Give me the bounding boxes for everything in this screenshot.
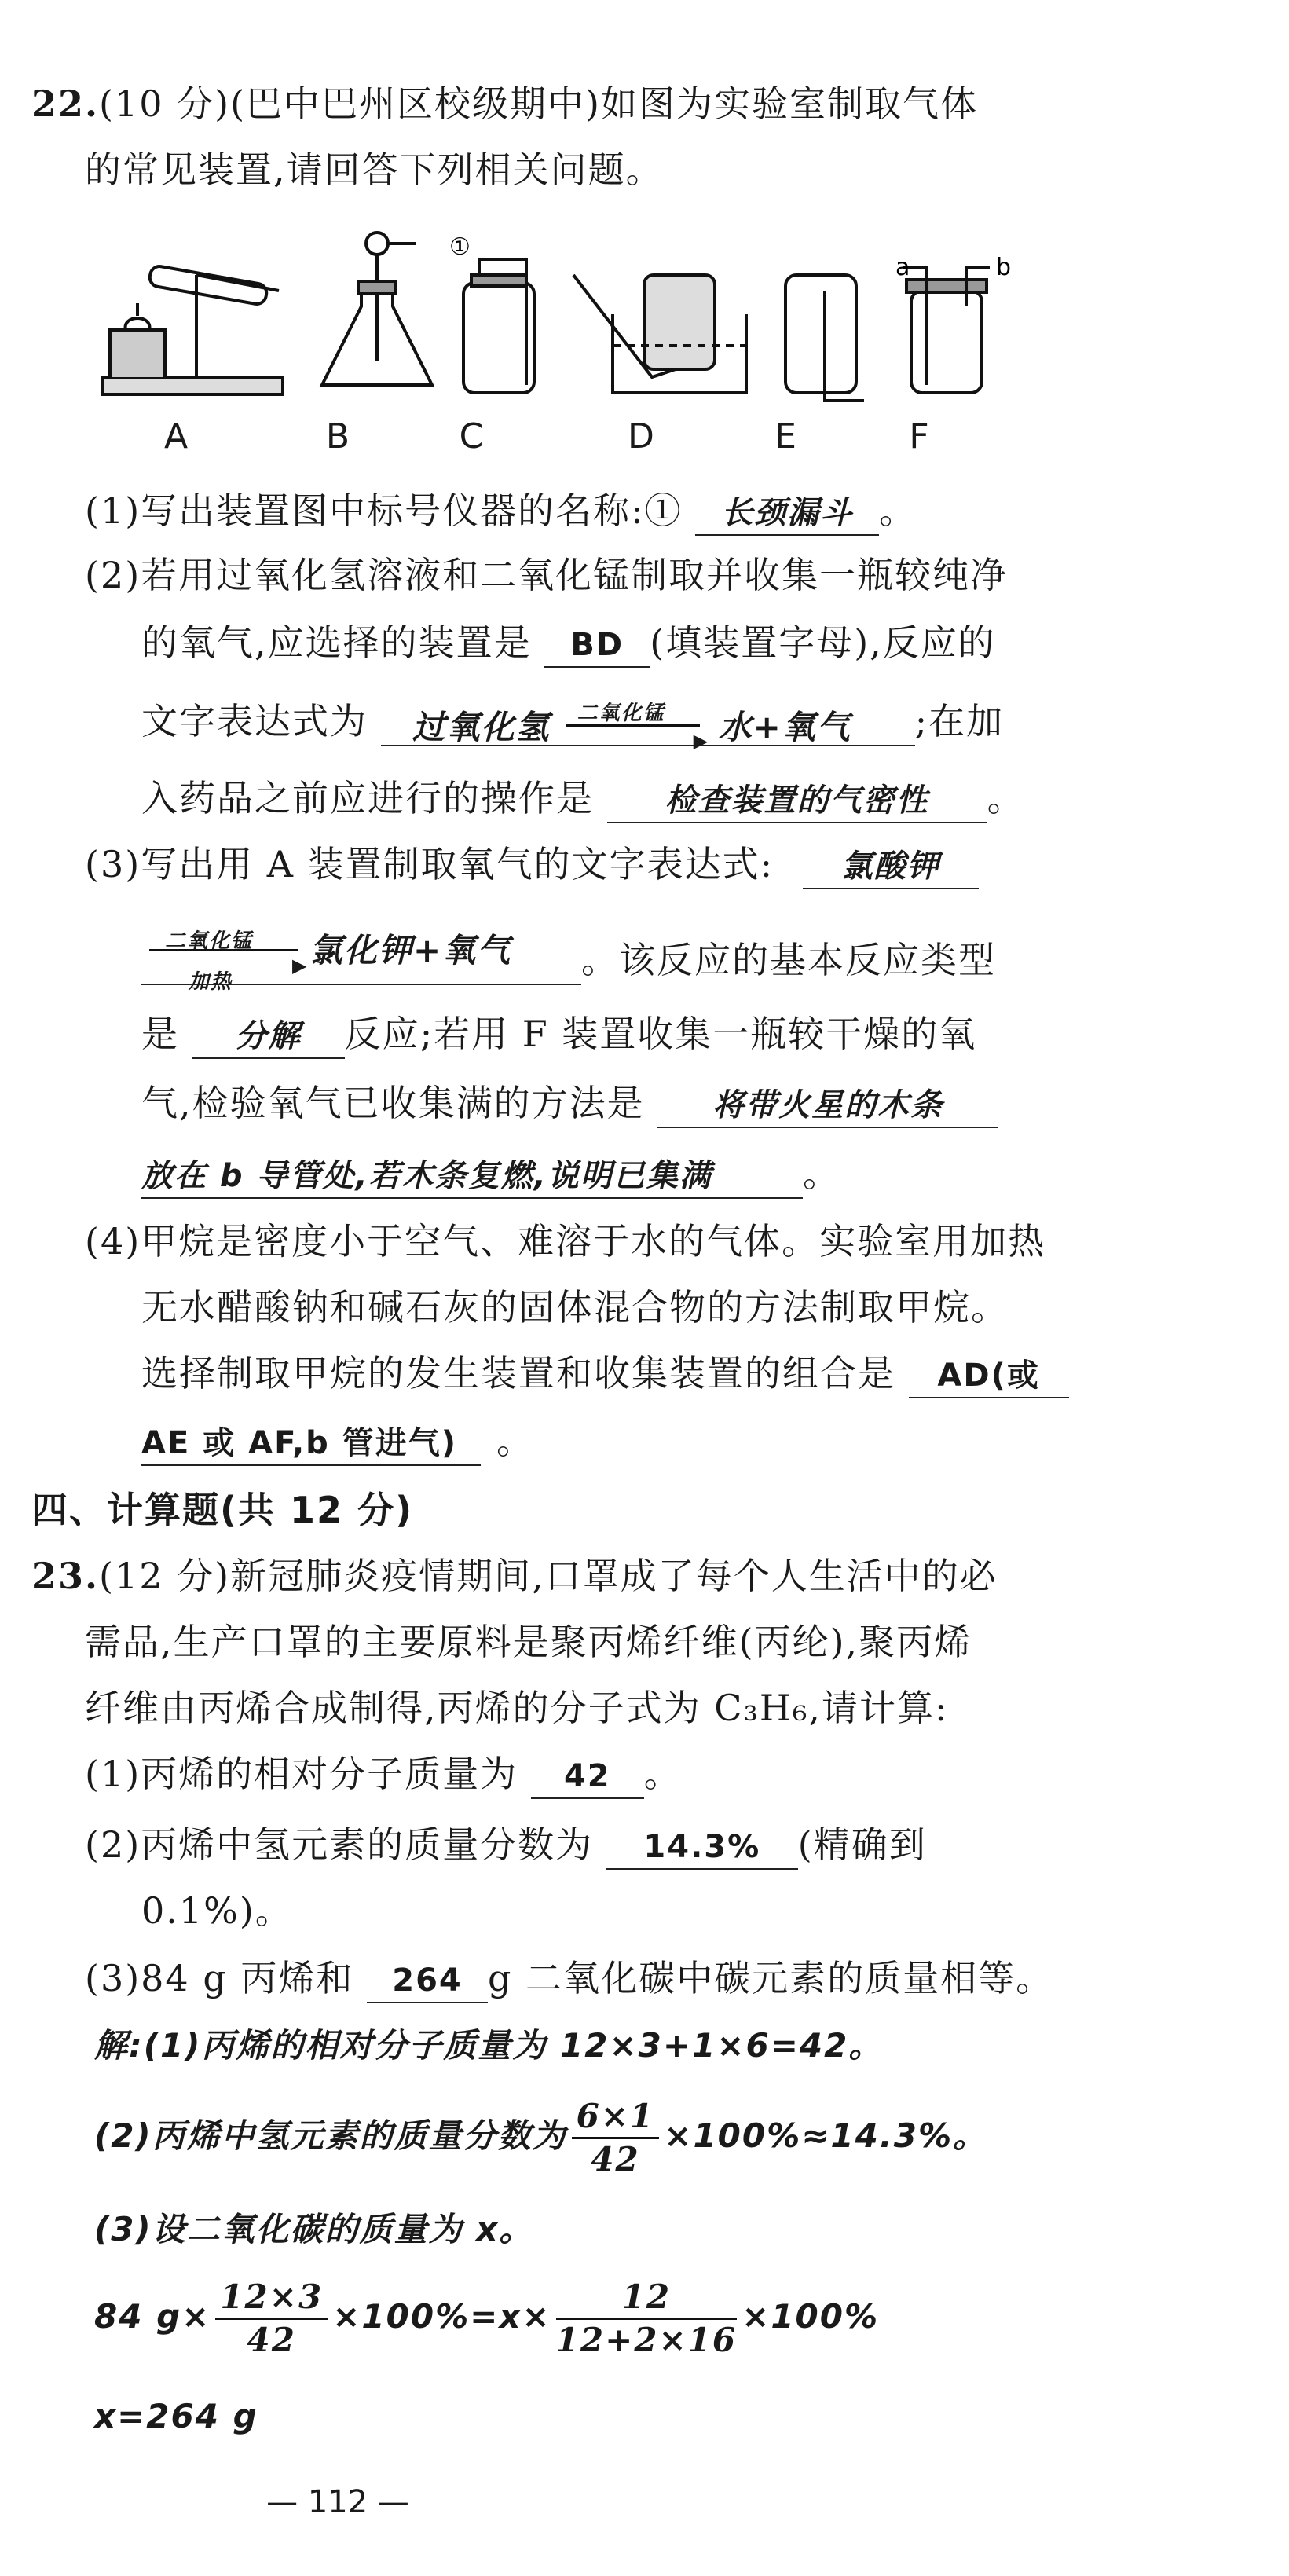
q22-part3-end: 。 — [803, 1152, 840, 1195]
q22-part1 — [85, 486, 917, 536]
q23-part3-text-b: g 二氧化碳中碳元素的质量相等。 — [488, 1957, 1054, 1999]
q22-part3-text: (3)写出用 A 装置制取氧气的文字表达式: — [85, 843, 774, 885]
eq-condition-mno2: 二氧化锰 — [577, 702, 665, 725]
q22-intro-text1: (10 分)(巴中巴州区校级期中)如图为实验室制取气体 — [99, 82, 978, 125]
q22-part3-text-d: 气,检验氧气已收集满的方法是 — [141, 1082, 645, 1124]
q22-part3-line5 — [141, 1149, 840, 1199]
solution2-result: ×100%≈14.3%。 — [664, 2116, 988, 2155]
apparatus-a-drawing — [102, 265, 283, 394]
q22-part2-text-c: ;在加 — [914, 700, 1005, 742]
q22-part2-line3 — [141, 696, 1005, 752]
eq-left-h2o2: 过氧化氢 — [412, 708, 551, 746]
q23-part3 — [85, 1953, 1053, 2003]
q22-part4-text: 选择制取甲烷的发生装置和收集装置的组合是 — [141, 1352, 895, 1394]
q22-intro-line2: 的常见装置,请回答下列相关问题。 — [85, 148, 664, 191]
solution2-denominator: 42 — [591, 2140, 640, 2178]
q23-part2-text: (2)丙烯中氢元素的质量分数为 — [85, 1823, 594, 1866]
q22-part1-end: 。 — [879, 489, 917, 532]
apparatus-label-b: B — [325, 416, 350, 456]
q23-part2-line2: 0.1%)。 — [141, 1889, 293, 1932]
answer-decomposition: 分解 — [192, 1015, 345, 1059]
q22-part3-text-b: 是 — [141, 1013, 179, 1055]
q23-part3-text-a: (3)84 g 丙烯和 — [85, 1957, 354, 1999]
solution4-text-c: ×100% — [742, 2297, 880, 2336]
eq-arrow-line — [566, 724, 700, 727]
q22-part3-line2 — [141, 921, 996, 994]
q22-part2-line1: (2)若用过氧化氢溶液和二氧化锰制取并收集一瓶较纯净 — [85, 554, 1009, 596]
answer-hydrogen-percent: 14.3% — [606, 1826, 798, 1870]
q23-part2 — [85, 1819, 927, 1870]
answer-devices-bd: BD — [544, 624, 650, 668]
q22-part2-expr-label: 文字表达式为 — [141, 700, 368, 742]
q22-part2-op-label: 入药品之前应进行的操作是 — [141, 777, 594, 819]
answer-methane-combo-1: AD(或 — [909, 1354, 1069, 1398]
apparatus-e-drawing — [785, 275, 864, 401]
q22-part2-line4 — [141, 773, 1025, 823]
section-title-calculation: 四、计算题(共 12 分) — [31, 1489, 414, 1531]
q22-part4-line2: 无水醋酸钠和碱石灰的固体混合物的方法制取甲烷。 — [141, 1286, 1009, 1328]
tube-a-label: a — [895, 254, 910, 281]
solution-line1: 解:(1)丙烯的相对分子质量为 12×3+1×6=42。 — [94, 2026, 884, 2065]
eq2-condition-top: 二氧化锰 — [165, 929, 254, 953]
solution4-text-a: 84 g× — [94, 2297, 211, 2336]
q22-intro-line1 — [31, 79, 978, 129]
q23-intro-line1 — [31, 1551, 998, 1601]
solution2-text: (2)丙烯中氢元素的质量分数为 — [94, 2116, 567, 2155]
apparatus-label-c: C — [459, 416, 484, 456]
answer-check-airtightness: 检查装置的气密性 — [607, 779, 987, 823]
apparatus-b-drawing — [322, 233, 432, 385]
q23-part1-end: 。 — [643, 1753, 682, 1795]
q22-part4-line1: (4)甲烷是密度小于空气、难溶于水的气体。实验室用加热 — [85, 1220, 1046, 1262]
answer-check-method-1: 将带火星的木条 — [657, 1084, 998, 1128]
q22-part4-line4 — [141, 1416, 534, 1466]
eq2-right-kcl-oxygen: 氯化钾+氧气 — [309, 931, 512, 969]
eq2-condition-bottom: 加热 — [189, 970, 233, 994]
solution4-numerator1: 12×3 — [215, 2277, 328, 2320]
solution-line3: (3)设二氧化碳的质量为 x。 — [94, 2210, 534, 2248]
q23-part2-precision: (精确到 — [797, 1823, 927, 1866]
q22-number: 22. — [31, 82, 100, 125]
q22-part3-line3 — [141, 1009, 976, 1059]
answer-h2o2-equation — [381, 702, 915, 752]
solution-line2 — [94, 2093, 987, 2180]
answer-kclo3-equation — [141, 921, 581, 994]
eq-right-water-oxygen: 水+氧气 — [718, 708, 851, 746]
q22-part2-text-b: (填装置字母),反应的 — [650, 621, 996, 664]
q22-part2-text-a: 的氧气,应选择的装置是 — [141, 621, 532, 664]
q23-part1-text: (1)丙烯的相对分子质量为 — [85, 1753, 518, 1795]
q23-intro-text1: (12 分)新冠肺炎疫情期间,口罩成了每个人生活中的必 — [99, 1555, 998, 1597]
q22-part4-end: 。 — [496, 1420, 534, 1462]
answer-co2-mass: 264 — [367, 1959, 488, 2003]
answer-molar-mass: 42 — [531, 1755, 644, 1799]
solution4-text-b: ×100%=x× — [332, 2297, 551, 2336]
q23-number: 23. — [31, 1555, 100, 1597]
marker-circle-1: ① — [449, 233, 471, 261]
q23-part1 — [85, 1749, 682, 1799]
answer-long-neck-funnel: 长颈漏斗 — [695, 492, 879, 536]
apparatus-label-a: A — [163, 416, 189, 456]
solution4-fraction1 — [215, 2277, 328, 2361]
solution4-denominator1: 42 — [247, 2321, 296, 2359]
tube-b-label: b — [996, 254, 1012, 281]
answer-methane-combo-2: AE 或 AF,b 管进气) — [141, 1422, 481, 1466]
answer-check-method-2: 放在 b 导管处,若木条复燃,说明已集满 — [141, 1155, 803, 1199]
q23-intro-line2: 需品,生产口罩的主要原料是聚丙烯纤维(丙纶),聚丙烯 — [85, 1621, 972, 1663]
solution4-numerator2: 12 — [556, 2277, 738, 2320]
apparatus-label-d: D — [628, 416, 654, 456]
apparatus-f-drawing — [903, 267, 990, 393]
q22-part2-line2 — [141, 617, 996, 668]
solution-line5: x=264 g — [94, 2397, 258, 2435]
solution2-fraction — [572, 2096, 660, 2180]
apparatus-label-f: F — [909, 416, 929, 456]
apparatus-d-drawing — [573, 275, 746, 393]
q22-part2-end: 。 — [987, 777, 1025, 819]
apparatus-c-drawing — [463, 259, 534, 393]
q22-part3-line1 — [85, 839, 979, 889]
page-number: — 112 — — [266, 2484, 409, 2520]
q22-part3-reaction-type-label: 。该反应的基本反应类型 — [581, 939, 996, 981]
apparatus-label-e: E — [774, 416, 796, 456]
q22-part1-text: (1)写出装置图中标号仪器的名称:① — [85, 489, 683, 532]
apparatus-figure — [79, 228, 1021, 432]
q22-part3-text-c: 反应;若用 F 装置收集一瓶较干燥的氧 — [344, 1013, 977, 1055]
solution4-fraction2 — [556, 2277, 738, 2361]
solution-line4 — [94, 2274, 879, 2361]
eq2-arrow-line — [149, 949, 298, 951]
answer-kclo3: 氯酸钾 — [803, 845, 979, 889]
eq-arrow-head: ▶ — [693, 730, 710, 752]
eq2-arrow-head: ▶ — [292, 955, 309, 977]
solution4-denominator2: 12+2×16 — [555, 2321, 738, 2359]
solution2-numerator: 6×1 — [572, 2096, 660, 2139]
q22-part4-line3 — [141, 1348, 1069, 1398]
q22-part3-line4 — [141, 1078, 998, 1128]
q23-intro-line3: 纤维由丙烯合成制得,丙烯的分子式为 C₃H₆,请计算: — [85, 1687, 949, 1729]
